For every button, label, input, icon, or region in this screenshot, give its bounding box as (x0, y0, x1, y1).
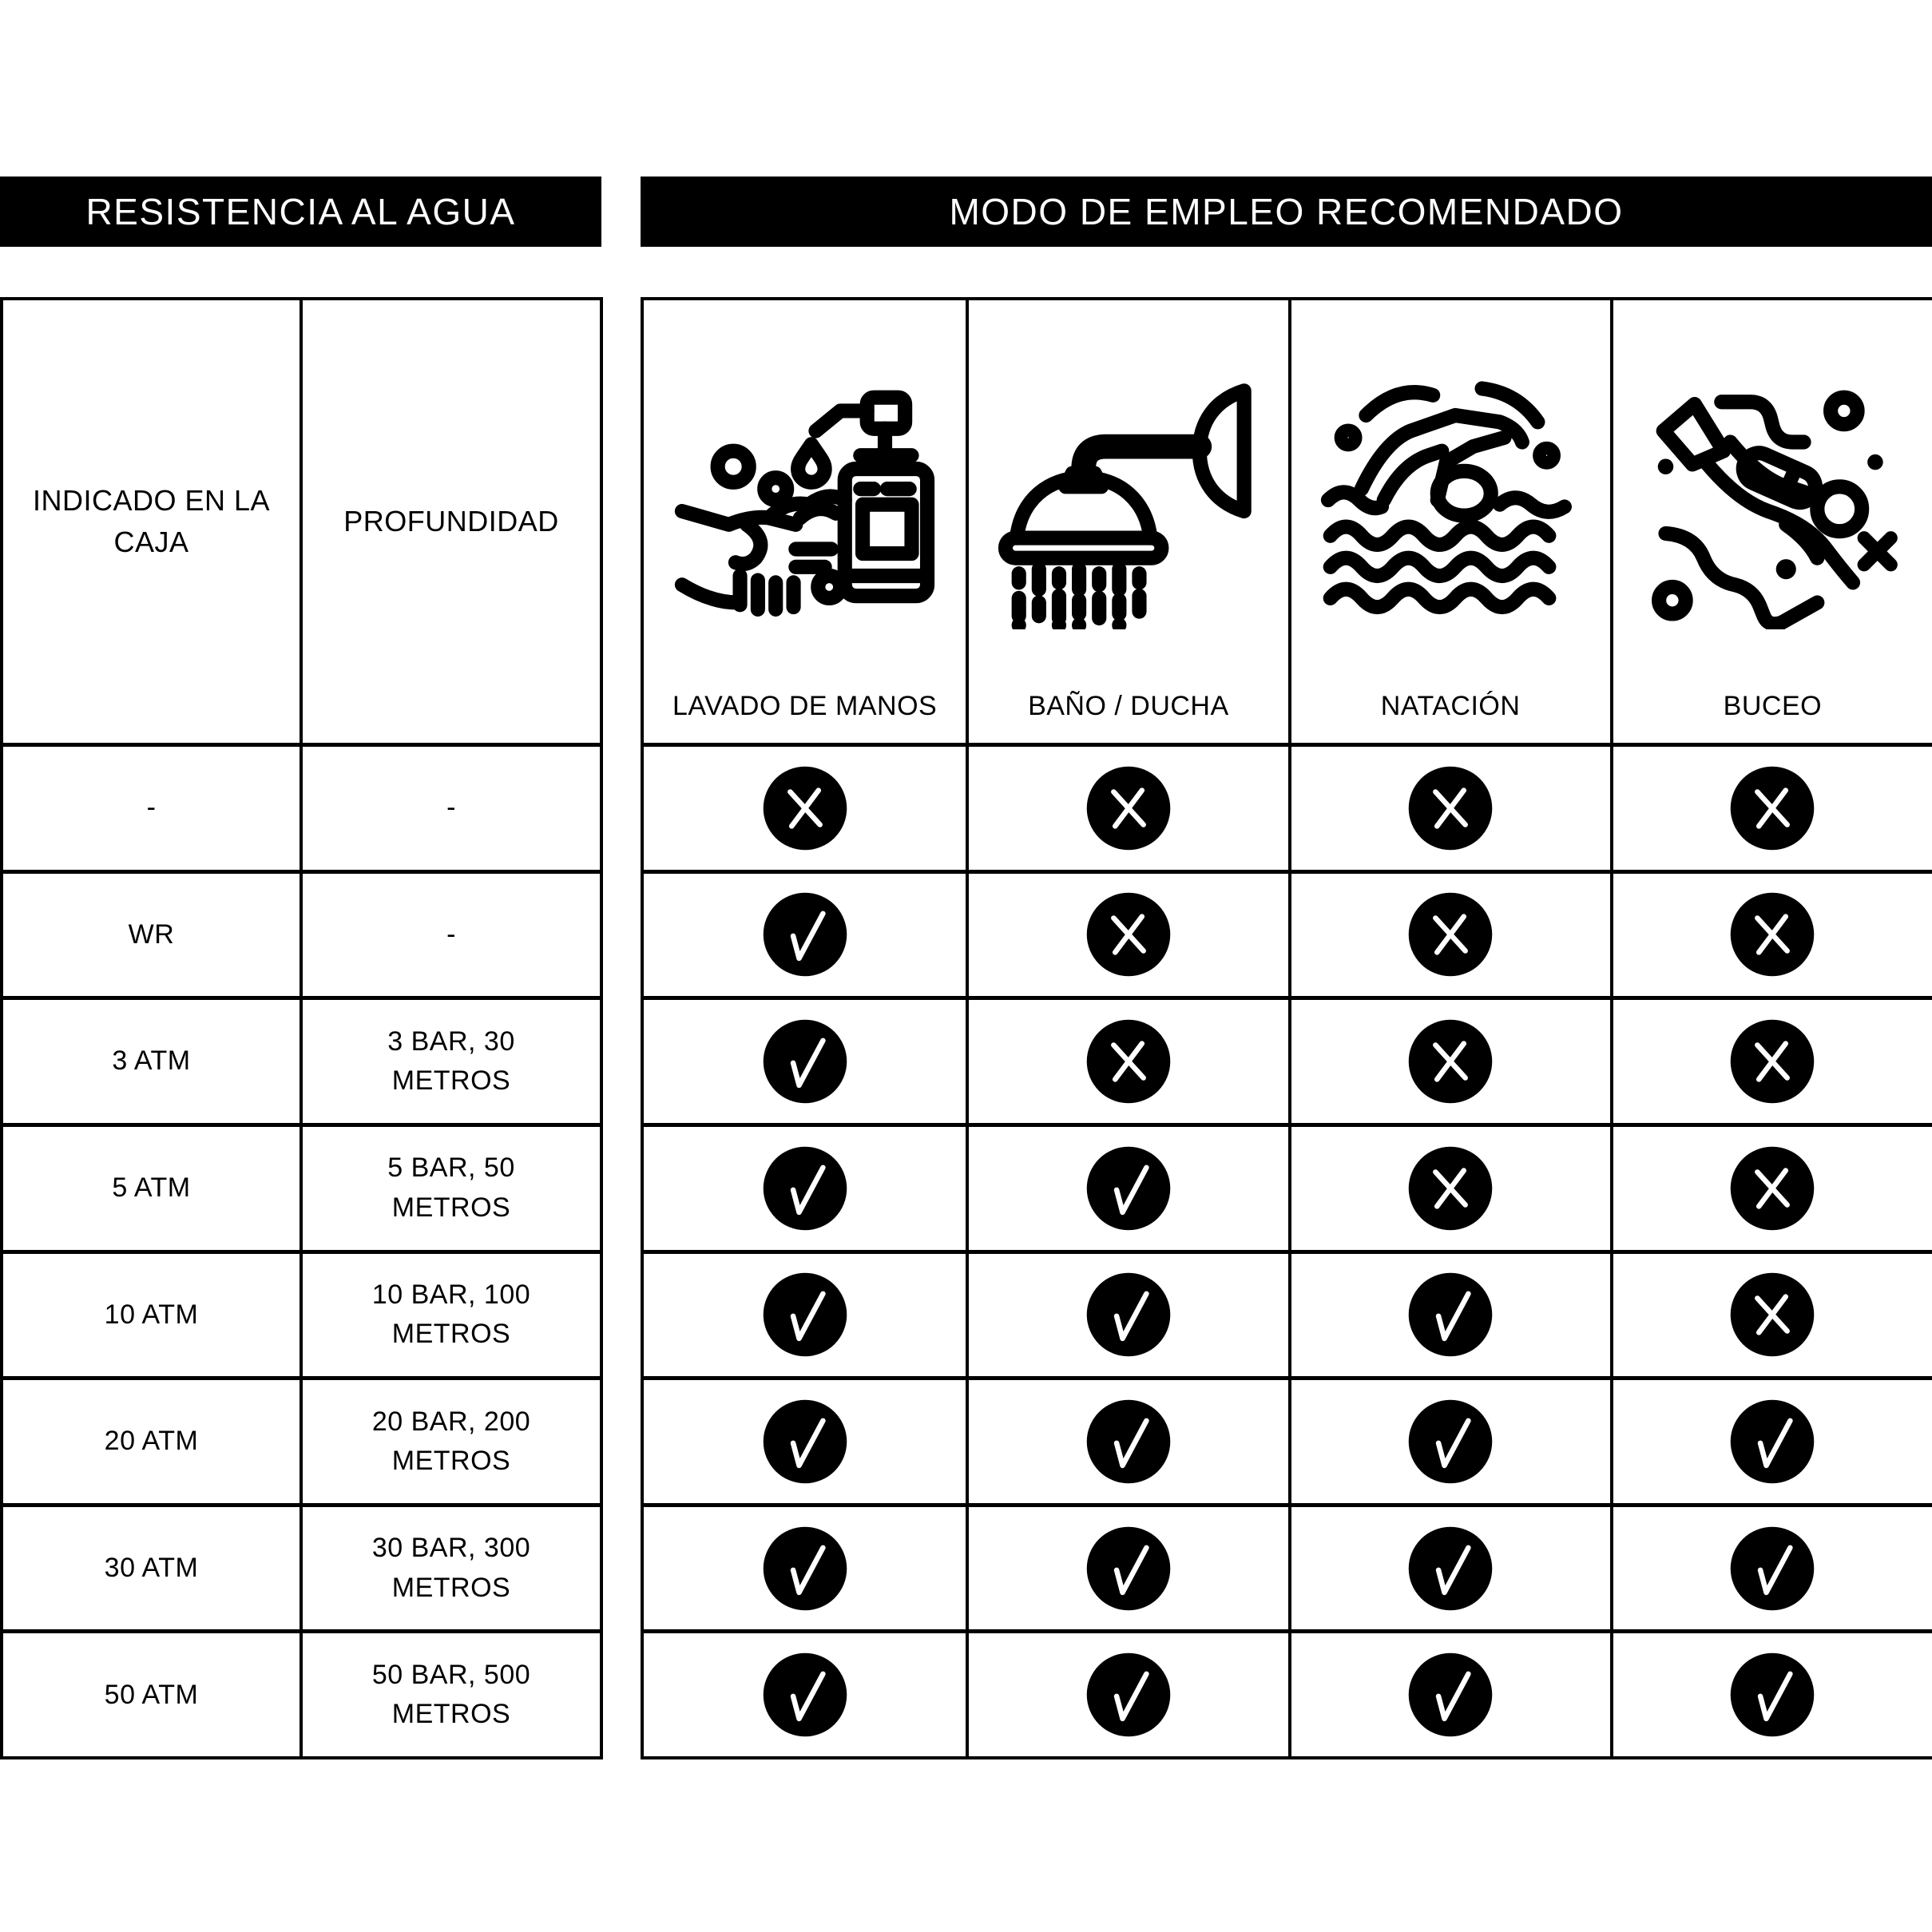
allowed-cell (644, 1503, 966, 1630)
depth-cell: 50 BAR, 500 METROS (300, 1629, 600, 1756)
not-allowed-cell (966, 996, 1287, 1123)
allowed-cell (966, 1376, 1287, 1503)
depth-cell: 5 BAR, 50 METROS (300, 1123, 600, 1250)
allowed-cell (1610, 1503, 1932, 1630)
depth-cell: - (300, 870, 600, 997)
resistance-table (0, 297, 603, 1759)
check-mark-icon (1406, 1397, 1495, 1486)
not-allowed-cell (1288, 1123, 1610, 1250)
x-mark-icon (1728, 1144, 1817, 1233)
allowed-cell (644, 870, 966, 997)
x-mark-icon (1728, 1017, 1817, 1106)
left-section-header (0, 177, 601, 247)
depth-cell: 10 BAR, 100 METROS (300, 1250, 600, 1377)
allowed-cell (1288, 1376, 1610, 1503)
left-section-title: RESISTENCIA AL AGUA (85, 191, 516, 232)
check-mark-icon (760, 1524, 850, 1613)
column-header-profundidad: PROFUNDIDAD (300, 300, 600, 743)
check-mark-icon (1406, 1524, 1495, 1613)
activity-header-natacion (1288, 300, 1610, 743)
allowed-cell (1288, 1503, 1610, 1630)
rating-cell: WR (3, 870, 300, 997)
check-mark-icon (1084, 1524, 1173, 1613)
check-mark-icon (760, 1650, 850, 1740)
depth-cell: 20 BAR, 200 METROS (300, 1376, 600, 1503)
rating-cell: 20 ATM (3, 1376, 300, 1503)
allowed-cell (966, 1503, 1287, 1630)
check-mark-icon (760, 1144, 850, 1233)
check-mark-icon (1084, 1270, 1173, 1359)
rating-cell: 30 ATM (3, 1503, 300, 1630)
not-allowed-cell (1610, 870, 1932, 997)
check-mark-icon (1084, 1650, 1173, 1740)
check-mark-icon (760, 1017, 850, 1106)
x-mark-icon (1406, 1017, 1495, 1106)
right-section-header (641, 177, 1932, 247)
rating-cell: - (3, 743, 300, 870)
handwash-icon (671, 362, 938, 629)
shower-icon (994, 362, 1262, 629)
activity-label-lavado: LAVADO DE MANOS (672, 691, 938, 721)
column-header-caja: INDICADO EN LA CAJA (32, 483, 271, 558)
check-mark-icon (1406, 1270, 1495, 1359)
x-mark-icon (1084, 764, 1173, 853)
allowed-cell (1610, 1376, 1932, 1503)
not-allowed-cell (1610, 1250, 1932, 1377)
check-mark-icon (1728, 1650, 1817, 1740)
allowed-cell (1288, 1250, 1610, 1377)
depth-cell: - (300, 743, 600, 870)
diving-icon (1639, 362, 1906, 629)
not-allowed-cell (966, 870, 1287, 997)
activity-label-ducha: BAÑO / DUCHA (1028, 691, 1229, 721)
not-allowed-cell (1610, 996, 1932, 1123)
depth-cell: 30 BAR, 300 METROS (300, 1503, 600, 1630)
rating-cell: 5 ATM (3, 1123, 300, 1250)
x-mark-icon (1406, 764, 1495, 853)
not-allowed-cell (1288, 870, 1610, 997)
check-mark-icon (1728, 1524, 1817, 1613)
not-allowed-cell (1288, 743, 1610, 870)
allowed-cell (966, 1123, 1287, 1250)
not-allowed-cell (1610, 743, 1932, 870)
x-mark-icon (1406, 890, 1495, 979)
x-mark-icon (1084, 1017, 1173, 1106)
check-mark-icon (1728, 1397, 1817, 1486)
not-allowed-cell (644, 743, 966, 870)
rating-cell: 3 ATM (3, 996, 300, 1123)
not-allowed-cell (966, 743, 1287, 870)
activity-label-natacion: NATACIÓN (1380, 691, 1521, 721)
x-mark-icon (1406, 1144, 1495, 1233)
x-mark-icon (1084, 890, 1173, 979)
activity-header-ducha (966, 300, 1287, 743)
allowed-cell (644, 996, 966, 1123)
allowed-cell (1610, 1629, 1932, 1756)
allowed-cell (644, 1629, 966, 1756)
rating-cell: 50 ATM (3, 1629, 300, 1756)
check-mark-icon (1084, 1144, 1173, 1233)
activity-label-buceo: BUCEO (1723, 691, 1823, 721)
x-mark-icon (1728, 890, 1817, 979)
allowed-cell (966, 1629, 1287, 1756)
usage-table (641, 297, 1932, 1759)
rating-cell: 10 ATM (3, 1250, 300, 1377)
activity-header-buceo (1610, 300, 1932, 743)
swimming-icon (1317, 362, 1585, 629)
x-mark-icon (760, 764, 850, 853)
depth-cell: 3 BAR, 30 METROS (300, 996, 600, 1123)
allowed-cell (1288, 1629, 1610, 1756)
x-mark-icon (1728, 1270, 1817, 1359)
allowed-cell (644, 1123, 966, 1250)
allowed-cell (966, 1250, 1287, 1377)
check-mark-icon (760, 1270, 850, 1359)
check-mark-icon (760, 890, 850, 979)
activity-header-lavado (644, 300, 966, 743)
right-section-title: MODO DE EMPLEO RECOMENDADO (949, 191, 1624, 232)
not-allowed-cell (1288, 996, 1610, 1123)
allowed-cell (644, 1250, 966, 1377)
check-mark-icon (760, 1397, 850, 1486)
check-mark-icon (1406, 1650, 1495, 1740)
not-allowed-cell (1610, 1123, 1932, 1250)
x-mark-icon (1728, 764, 1817, 853)
check-mark-icon (1084, 1397, 1173, 1486)
allowed-cell (644, 1376, 966, 1503)
